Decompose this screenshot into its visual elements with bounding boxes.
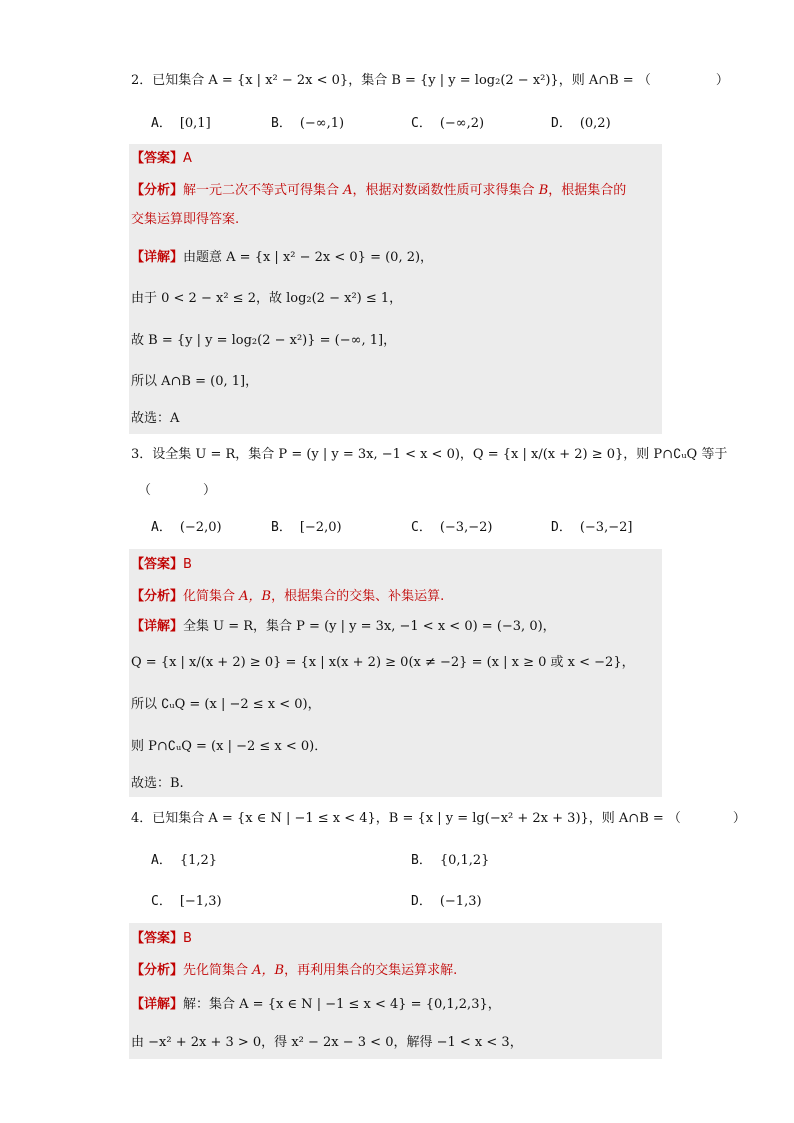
q3-answer: 【答案】B: [131, 557, 192, 572]
q2-option-d: D． (0,2): [551, 116, 611, 131]
q2-analysis: 【分析】解一元二次不等式可得集合 A，根据对数函数性质可求得集合 B，根据集合的: [131, 183, 627, 198]
q4-analysis: 【分析】先化简集合 A，B，再利用集合的交集运算求解.: [131, 963, 458, 978]
q3-option-c: C． (−3,−2): [411, 520, 493, 535]
q2-analysis-cont: 交集运算即得答案.: [131, 212, 240, 227]
q3-option-d: D． (−3,−2]: [551, 520, 633, 535]
q2-option-a: A． [0,1]: [151, 116, 211, 131]
q4-option-d: D． (−1,3): [411, 894, 482, 909]
q4-detail-1: 【详解】解：集合 A = {x ∈ N | −1 ≤ x < 4} = {0,1,2,3}，: [131, 997, 501, 1012]
q4-answer: 【答案】B: [131, 931, 192, 946]
q3-paren: （ ）: [138, 483, 217, 498]
q2-stem: 2．已知集合 A = {x | x² − 2x < 0}，集合 B = {y | y = log₂(2 − x²)}，则 A∩B = （ ）: [131, 73, 729, 88]
q3-detail-5: 故选：B.: [131, 776, 184, 791]
q2-detail-1: 【详解】由题意 A = {x | x² − 2x < 0} = (0, 2)，: [131, 250, 434, 265]
q4-option-c: C． [−1,3): [151, 894, 222, 909]
q3-stem: 3．设全集 U = R，集合 P = (y | y = 3x, −1 < x < 0)，Q = {x | x/(x + 2) ≥ 0}，则 P∩∁ᵤQ 等于: [131, 447, 728, 462]
q2-answer: 【答案】A: [131, 151, 192, 166]
q3-detail-3: 所以 ∁ᵤQ = (x | −2 ≤ x < 0)，: [131, 697, 321, 712]
q3-option-a: A． (−2,0): [151, 520, 222, 535]
q2-detail-4: 所以 A∩B = (0, 1]，: [131, 374, 259, 389]
q2-detail-5: 故选：A: [131, 411, 180, 426]
q4-stem: 4．已知集合 A = {x ∈ N | −1 ≤ x < 4}，B = {x | y = lg(−x² + 2x + 3)}，则 A∩B = （ ）: [131, 811, 746, 826]
q2-option-b: B． (−∞,1): [271, 116, 345, 131]
q2-detail-3: 故 B = {y | y = log₂(2 − x²)} = (−∞, 1]，: [131, 333, 397, 348]
q4-option-a: A． {1,2}: [151, 853, 218, 868]
q2-detail-2: 由于 0 < 2 − x² ≤ 2，故 log₂(2 − x²) ≤ 1，: [131, 291, 403, 306]
q3-analysis: 【分析】化简集合 A，B，根据集合的交集、补集运算.: [131, 589, 445, 604]
q3-option-b: B． [−2,0): [271, 520, 342, 535]
q3-detail-1: 【详解】全集 U = R，集合 P = (y | y = 3x, −1 < x < 0) = (−3, 0)，: [131, 619, 556, 634]
q3-detail-2: Q = {x | x/(x + 2) ≥ 0} = {x | x(x + 2) ≥ 0(x ≠ −2} = (x | x ≥ 0 或 x < −2}，: [131, 655, 635, 670]
q3-solution-panel: [129, 549, 662, 797]
q2-option-c: C． (−∞,2): [411, 116, 485, 131]
q4-option-b: B． {0,1,2}: [411, 853, 490, 868]
q4-detail-2: 由 −x² + 2x + 3 > 0，得 x² − 2x − 3 < 0，解得 −1 < x < 3，: [131, 1035, 523, 1050]
q3-detail-4: 则 P∩∁ᵤQ = (x | −2 ≤ x < 0)．: [131, 739, 328, 754]
